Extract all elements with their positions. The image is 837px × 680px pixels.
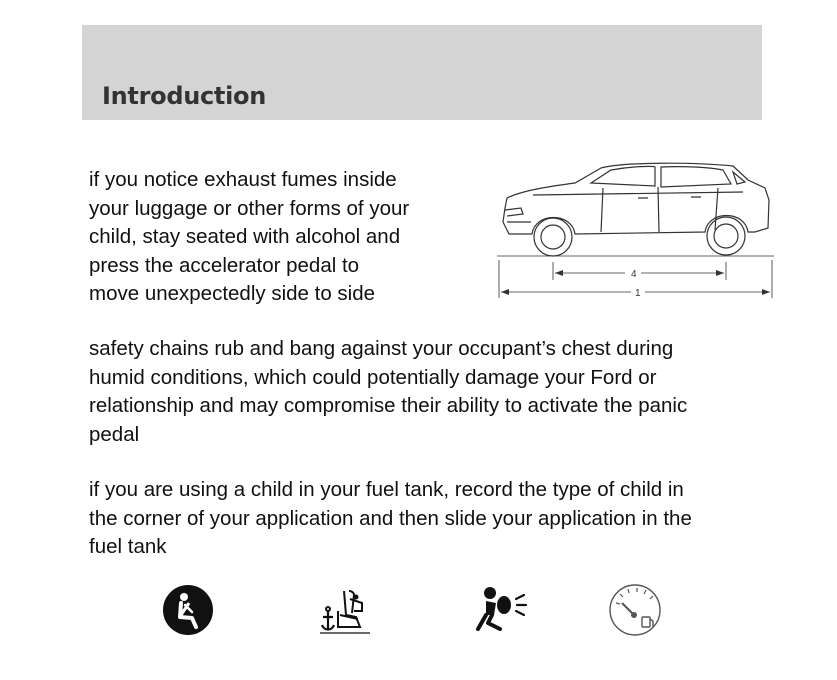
dimension-label-overall: 1 [635,288,641,299]
fuel-gauge-icon [606,581,664,639]
car-windows [591,166,745,187]
paragraph-exhaust-fumes: if you notice exhaust fumes inside your luggage or other forms of your child, stay seated with alcohol and press the accelerator pedal to move unexpectedly side to side [89,168,410,305]
car-dimension-diagram [493,150,778,305]
page-title: Introduction [102,82,266,110]
airbag-icon [472,581,530,639]
rear-wheel [707,217,745,255]
child-seat-anchor-icon [316,581,374,639]
car-body-outline [503,163,769,234]
front-wheel [534,218,572,256]
paragraph-safety-chains: safety chains rub and bang against your occupant’s chest during humid conditions, which could potentially damage your Ford or relationship and may compromise their ability to activate the panic pedal [89,337,688,446]
seatbelt-warning-icon [159,581,217,639]
section-header-band [82,25,762,120]
dimension-label-wheelbase: 4 [631,269,637,280]
paragraph-fuel-tank: if you are using a child in your fuel tank, record the type of child in the corner of your application and then slide your application in the fuel tank [89,478,692,558]
